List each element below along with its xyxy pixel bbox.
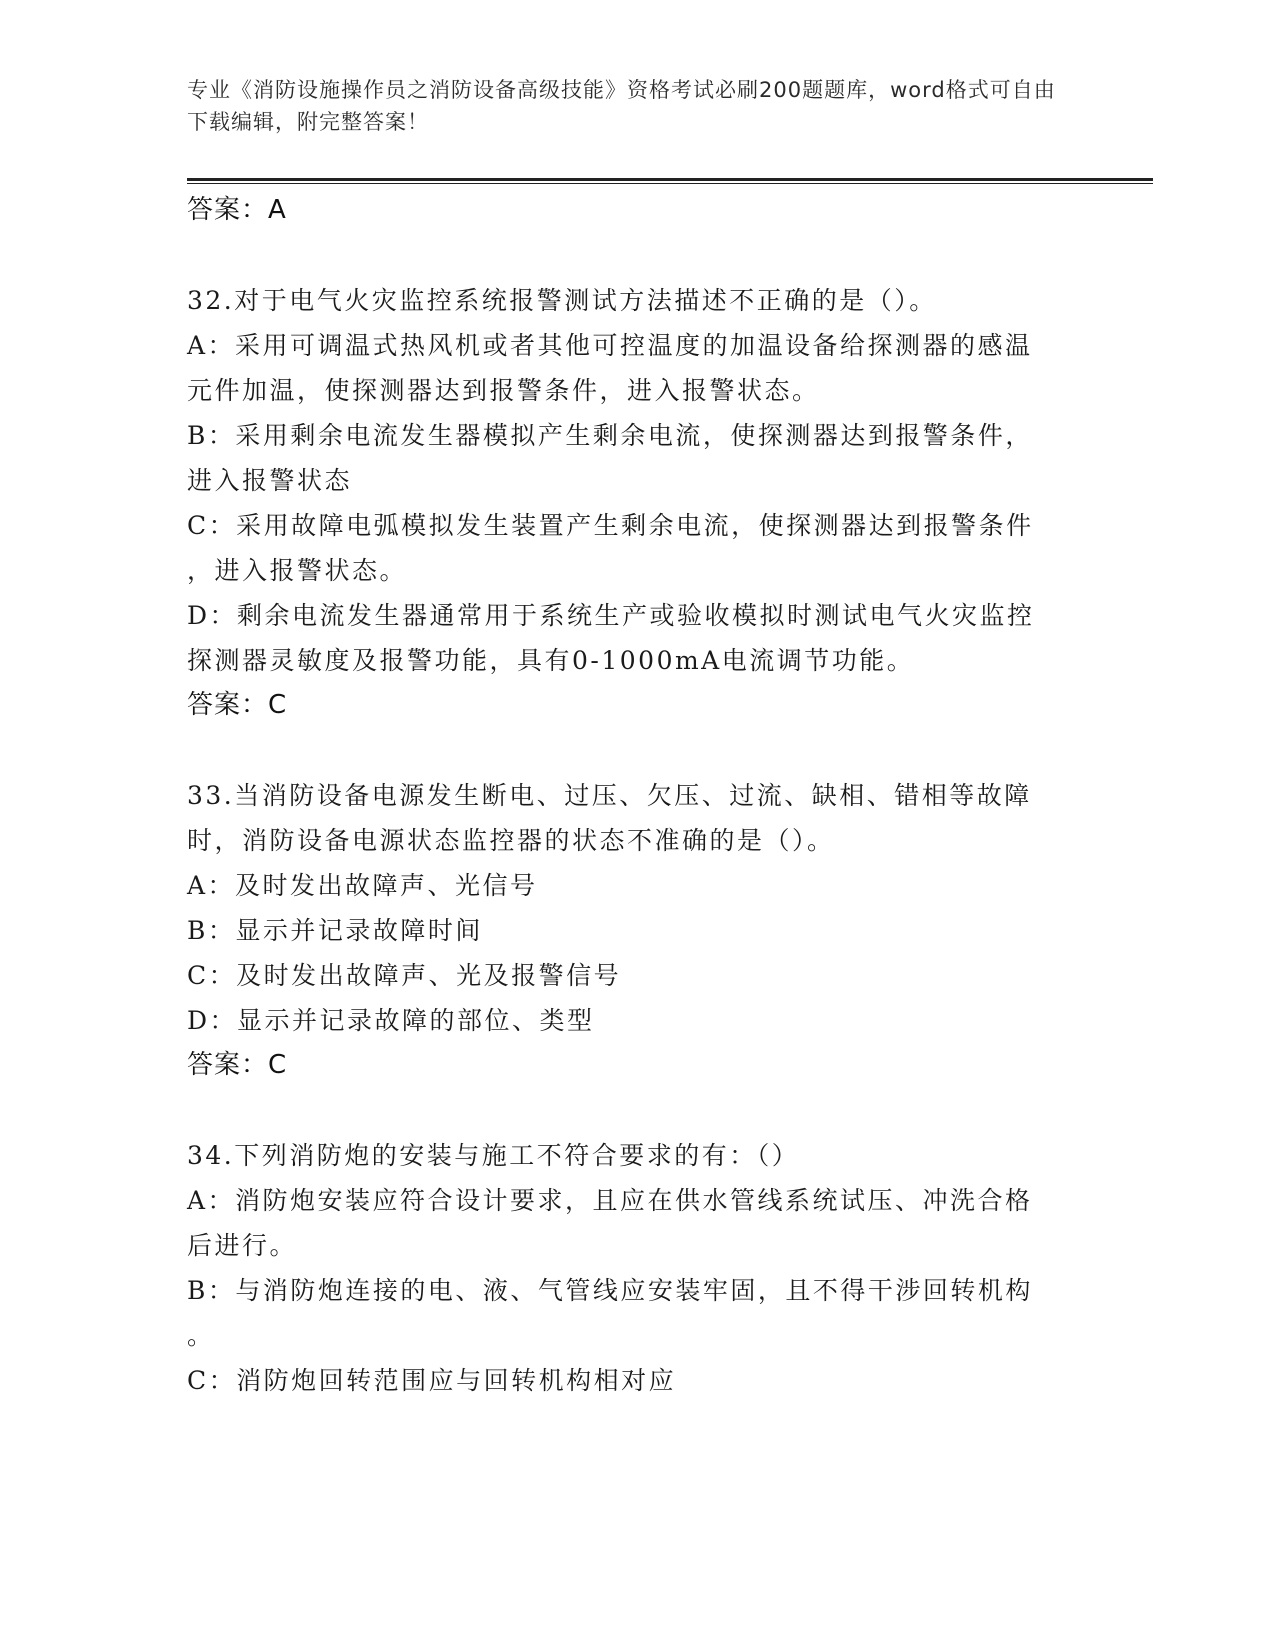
spacer bbox=[187, 1088, 1077, 1133]
spacer bbox=[187, 728, 1077, 773]
option-line: 后进行。 bbox=[187, 1231, 298, 1260]
question-text: 32.对于电气火灾监控系统报警测试方法描述不正确的是（）。 bbox=[187, 286, 937, 315]
question-block bbox=[187, 278, 1077, 728]
option-line: C：及时发出故障声、光及报警信号 bbox=[187, 961, 622, 990]
answer-line: 答案：C bbox=[187, 690, 288, 720]
option-line: 探测器灵敏度及报警功能，具有0-1000mA电流调节功能。 bbox=[187, 646, 915, 675]
question-text: 34.下列消防炮的安装与施工不符合要求的有：（） bbox=[187, 1141, 800, 1170]
option-line: A：及时发出故障声、光信号 bbox=[187, 871, 538, 900]
question-text: 33.当消防设备电源发生断电、过压、欠压、过流、缺相、错相等故障 bbox=[187, 781, 1032, 810]
option-line: A：消防炮安装应符合设计要求，且应在供水管线系统试压、冲洗合格 bbox=[187, 1186, 1033, 1215]
option-line: C：采用故障电弧模拟发生装置产生剩余电流，使探测器达到报警条件 bbox=[187, 511, 1034, 540]
document-body bbox=[187, 188, 1077, 1403]
option-line: B：与消防炮连接的电、液、气管线应安装牢固，且不得干涉回转机构 bbox=[187, 1276, 1033, 1305]
answer-line: 答案：A bbox=[187, 195, 287, 225]
option-line: 元件加温，使探测器达到报警条件，进入报警状态。 bbox=[187, 376, 820, 405]
spacer bbox=[187, 233, 1077, 278]
option-line: B：显示并记录故障时间 bbox=[187, 916, 483, 945]
question-text: 时，消防设备电源状态监控器的状态不准确的是（）。 bbox=[187, 826, 835, 855]
option-line: 进入报警状态 bbox=[187, 466, 353, 495]
question-block bbox=[187, 1133, 1077, 1403]
page-header: 专业《消防设施操作员之消防设备高级技能》资格考试必刷200题题库，word格式可自由下载编辑，附完整答案！ bbox=[187, 78, 1056, 134]
header-rule-thick bbox=[187, 178, 1153, 181]
option-line: C：消防炮回转范围应与回转机构相对应 bbox=[187, 1366, 677, 1395]
question-block bbox=[187, 773, 1077, 1088]
option-line: D：显示并记录故障的部位、类型 bbox=[187, 1006, 595, 1035]
option-line: A：采用可调温式热风机或者其他可控温度的加温设备给探测器的感温 bbox=[187, 331, 1033, 360]
answer-line: 答案：C bbox=[187, 1050, 288, 1080]
option-line: 。 bbox=[187, 1321, 215, 1350]
option-line: B：采用剩余电流发生器模拟产生剩余电流，使探测器达到报警条件， bbox=[187, 421, 1033, 450]
header-rule-thin bbox=[187, 183, 1153, 184]
option-line: D：剩余电流发生器通常用于系统生产或验收模拟时测试电气火灾监控 bbox=[187, 601, 1035, 630]
option-line: ，进入报警状态。 bbox=[187, 556, 408, 585]
